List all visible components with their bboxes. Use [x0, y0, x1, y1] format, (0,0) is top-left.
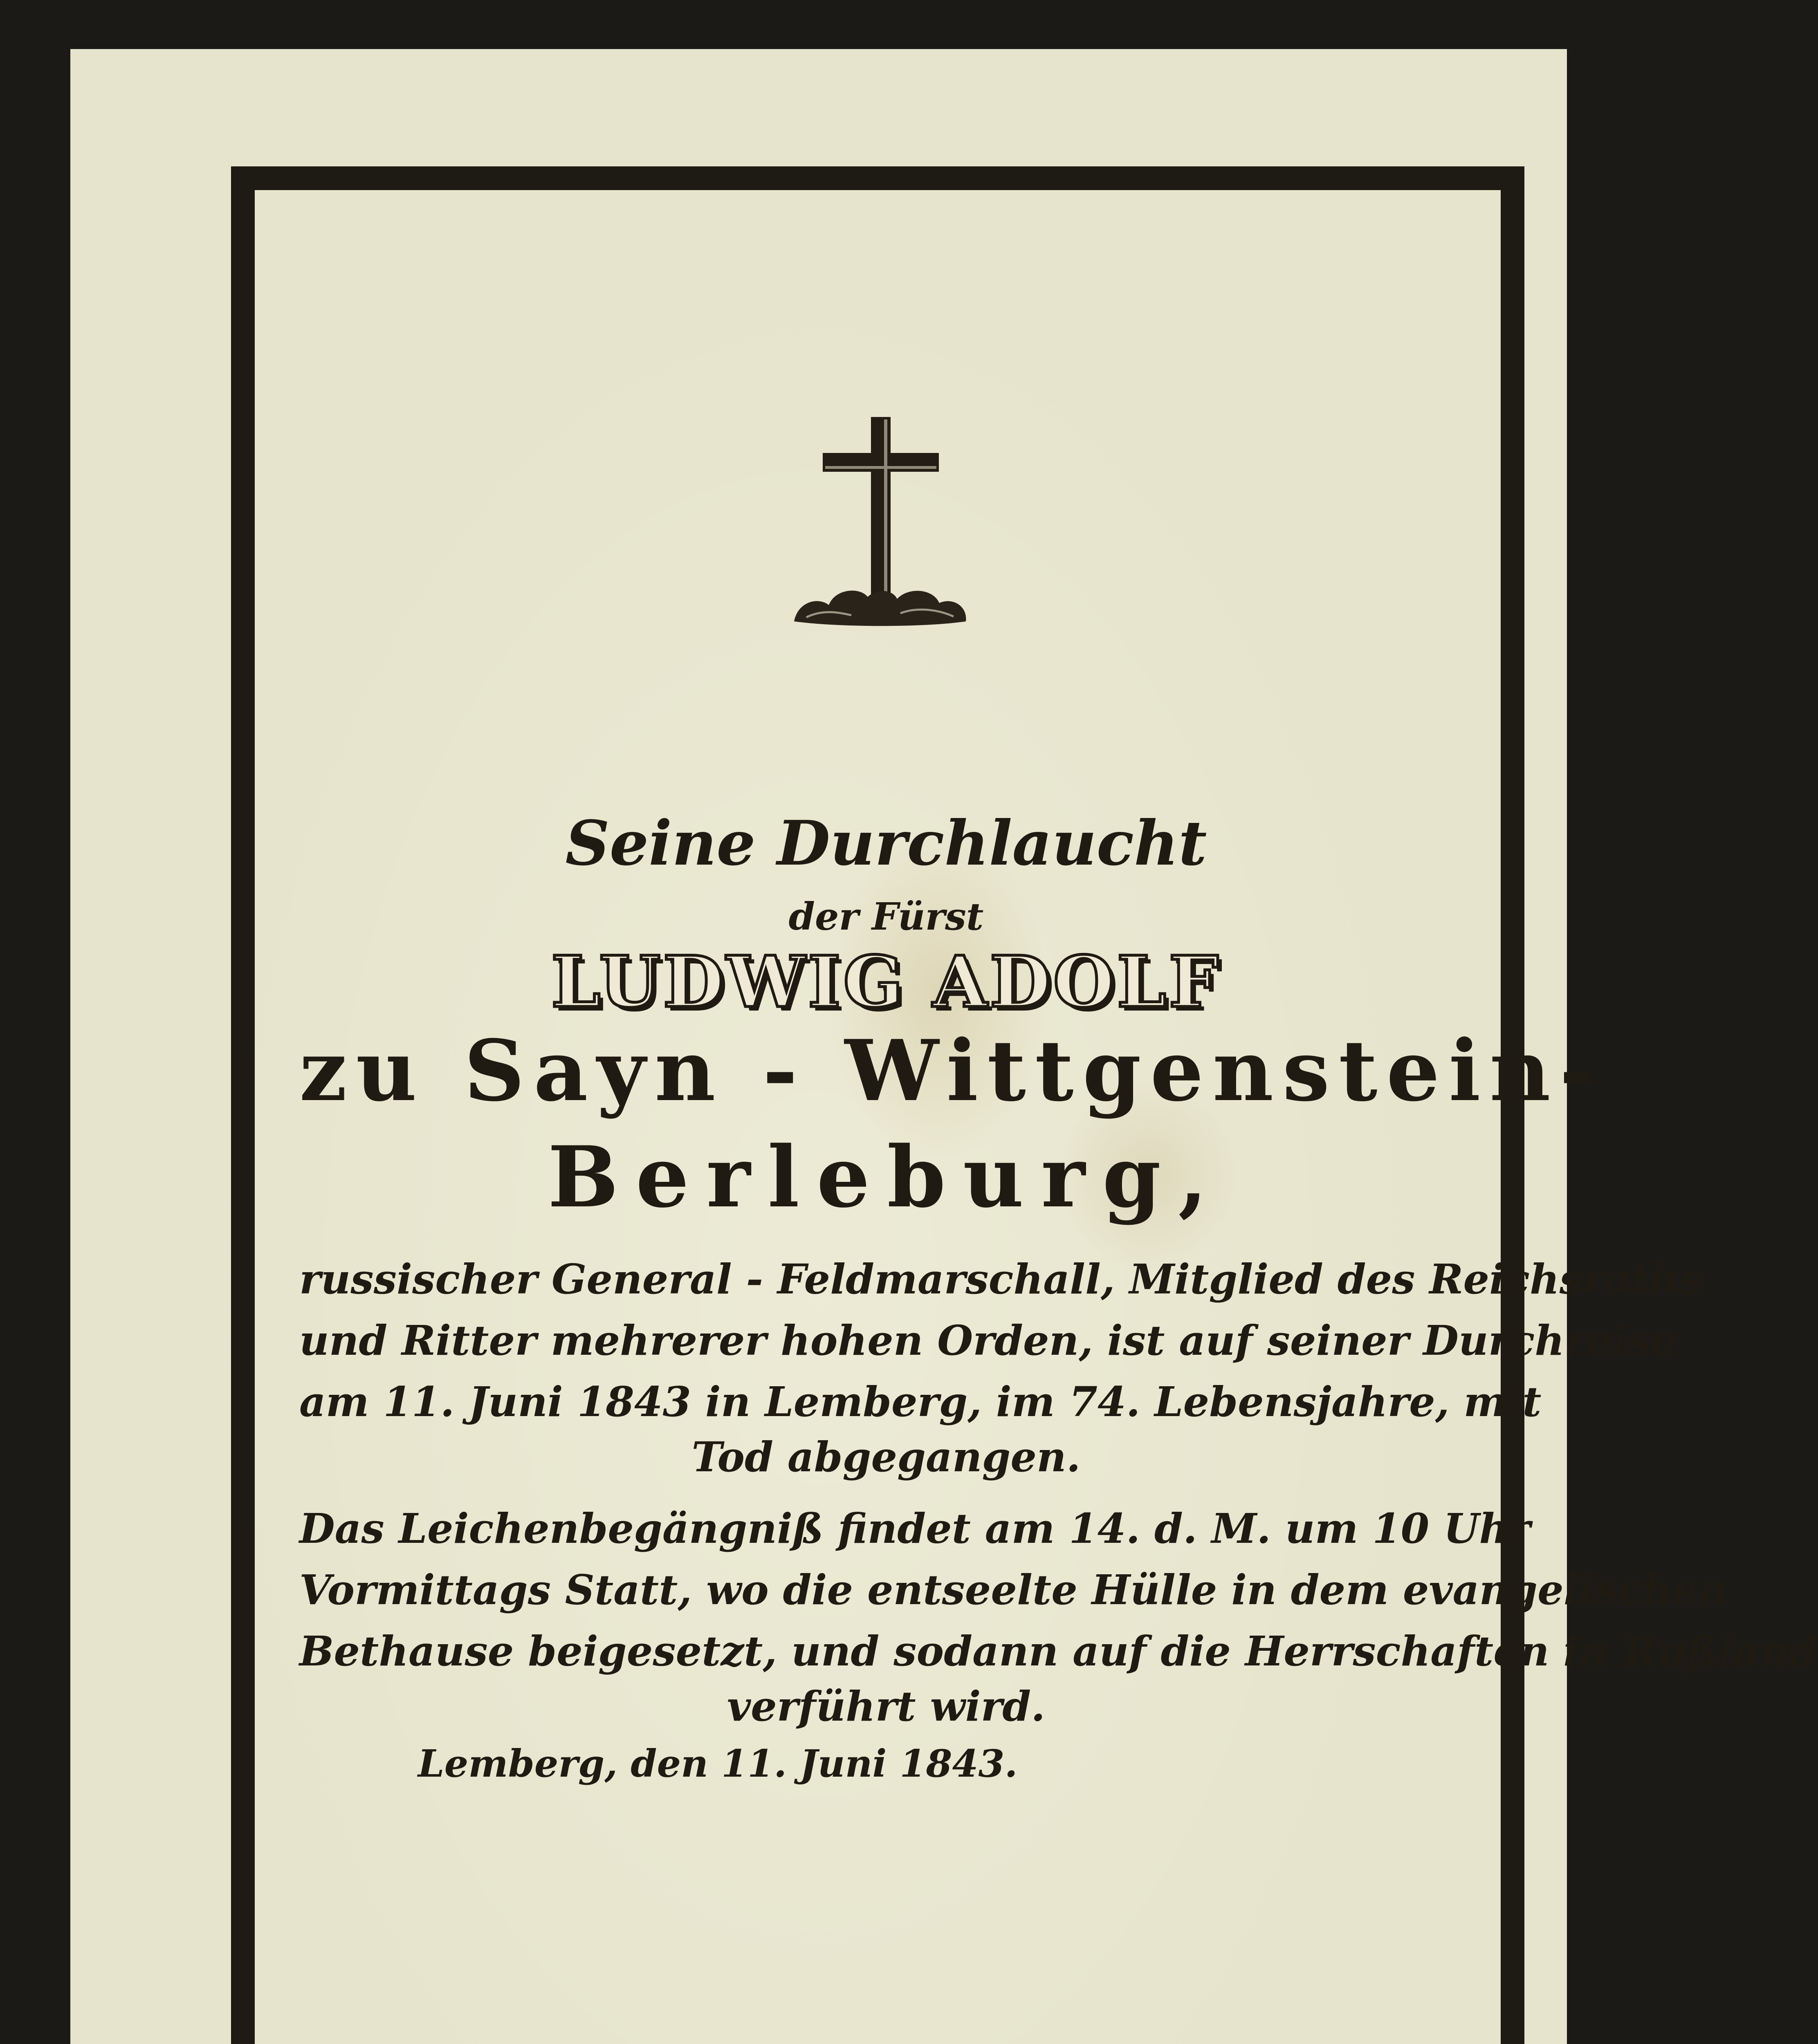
- honorific-heading: Seine Durchlaucht: [565, 807, 1207, 879]
- paragraph2-line: Das Leichenbegängniß findet am 14. d. M. um 10 Uhr: [299, 1504, 1531, 1553]
- paragraph1-line: Tod abgegangen.: [691, 1433, 1081, 1481]
- given-names-heading: LUDWIG ADOLF: [551, 940, 1221, 1023]
- paragraph2-line: Vormittags Statt, wo die entseelte Hülle in dem evangelischen: [299, 1566, 1728, 1614]
- title-article: der Fürst: [788, 894, 984, 939]
- place-and-date: Lemberg, den 11. Juni 1843.: [418, 1741, 1018, 1786]
- paragraph2-line: Bethause beigesetzt, und sodann auf die Herrschaften in Rußland: [299, 1627, 1818, 1675]
- family-name-line2: Berleburg,: [548, 1128, 1225, 1226]
- paragraph1-line: am 11. Juni 1843 in Lemberg, im 74. Lebensjahre, mit: [299, 1378, 1542, 1426]
- paragraph2-line: verführt wird.: [727, 1682, 1046, 1730]
- paragraph1-line: und Ritter mehrerer hohen Orden, ist auf seiner Durchreise: [299, 1316, 1677, 1365]
- death-notice-sheet: [70, 49, 1818, 2044]
- cross-on-mound-icon: [790, 417, 970, 630]
- family-name-line1: zu Sayn - Wittgenstein-: [299, 1022, 1603, 1120]
- paragraph1-line: russischer General - Feldmarschall, Mitglied des Reichsraths: [299, 1255, 1702, 1303]
